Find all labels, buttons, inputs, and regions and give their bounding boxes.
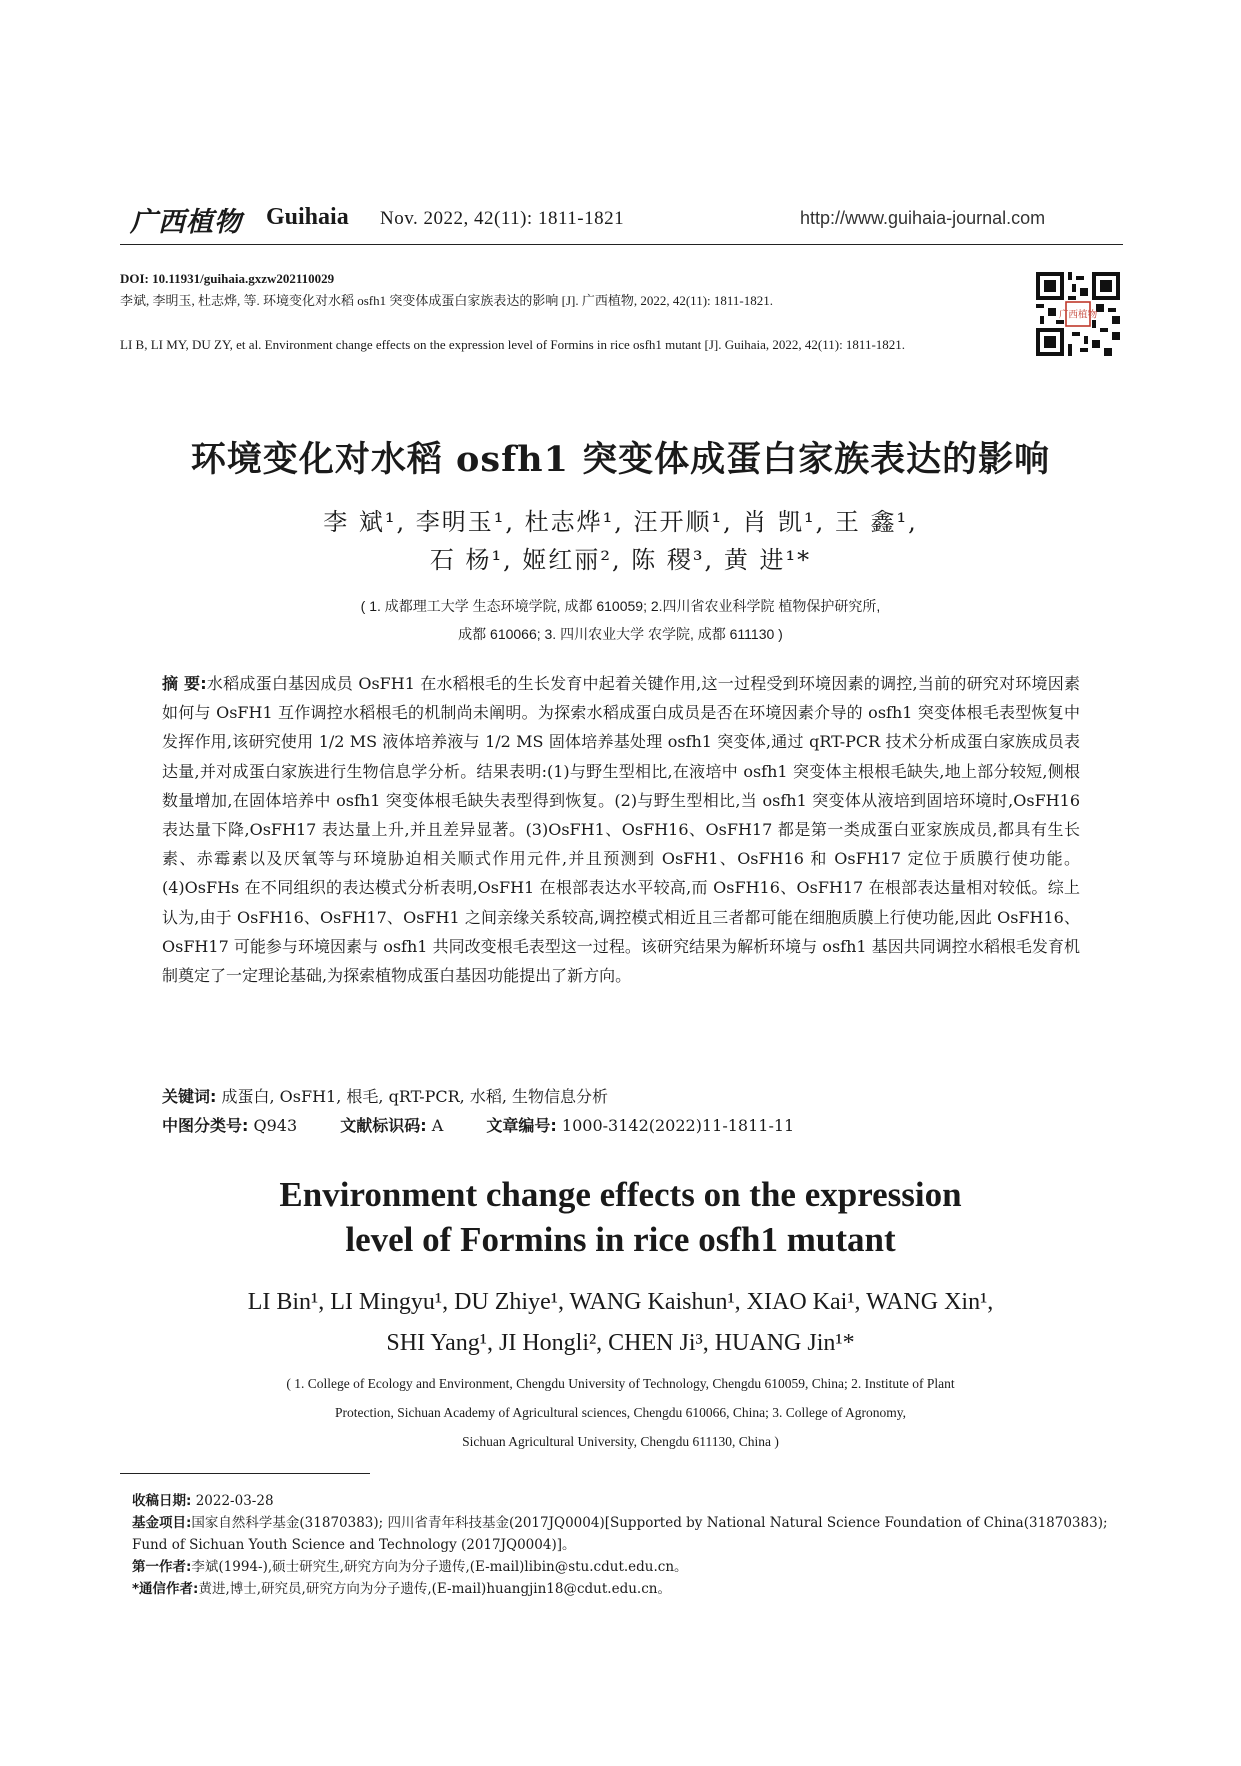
journal-name-en: Guihaia [266, 204, 349, 230]
received-date: 2022-03-28 [195, 1493, 274, 1509]
affiliations-en: Sichuan Agricultural University, Chengdu 611130, China ) [462, 1434, 779, 1449]
authors-en: SHI Yang¹, JI Hongli², CHEN Ji³, HUANG Jin¹* [386, 1330, 855, 1356]
keywords-label: 关键词: [162, 1087, 217, 1106]
header-divider [120, 244, 1123, 245]
journal-url[interactable]: http://www.guihaia-journal.com [800, 208, 1046, 228]
keywords-text: 成蛋白, OsFH1, 根毛, qRT-PCR, 水稻, 生物信息分析 [221, 1087, 609, 1106]
footnote-first-author [132, 1556, 1122, 1578]
footnote-funding [132, 1512, 1122, 1556]
doc-code-label: 文献标识码: [340, 1116, 427, 1135]
affiliations-cn: 成都 610066; 3. 四川农业大学 农学院, 成都 611130 ) [458, 626, 783, 642]
journal-issue: Nov. 2022, 42(11): 1811-1821 [380, 208, 625, 229]
doc-code-value: A [431, 1116, 444, 1135]
corresponding-label: *通信作者: [132, 1581, 199, 1597]
citation-cn: 李斌, 李明玉, 杜志烨, 等. 环境变化对水稻 osfh1 突变体成蛋白家族表达的影响 [J]. 广西植物, 2022, 42(11): 1811-1821. [120, 293, 773, 308]
keywords-cn [162, 1084, 1080, 1107]
footnote-divider [120, 1473, 370, 1474]
footnote-corresponding [132, 1578, 1122, 1600]
funding-label: 基金项目: [132, 1515, 192, 1531]
article-title-en [0, 1172, 1241, 1262]
affiliations-en: Protection, Sichuan Academy of Agricultural sciences, Chengdu 610066, China; 3. College of Agronomy, [335, 1405, 906, 1420]
affiliations-en: ( 1. College of Ecology and Environment, Chengdu University of Technology, Chengdu 610059, China; 2. Institute of Plant [286, 1376, 955, 1391]
clc-label: 中图分类号: [162, 1116, 249, 1135]
affiliations-cn: ( 1. 成都理工大学 生态环境学院, 成都 610059; 2.四川省农业科学院 植物保护研究所, [360, 598, 881, 614]
article-title-en-line: Environment change effects on the expression [279, 1175, 962, 1214]
first-author-text: 李斌(1994-),硕士研究生,研究方向为分子遗传,(E-mail)libin@stu.cdut.edu.cn。 [191, 1559, 688, 1575]
qr-code-icon [1036, 272, 1120, 356]
doi: DOI: 10.11931/guihaia.gxzw202110029 [120, 271, 335, 286]
article-number-label: 文章编号: [486, 1116, 557, 1135]
article-title-en-line: level of Formins in rice osfh1 mutant [345, 1220, 896, 1259]
journal-name-cn: 广西植物 [130, 207, 242, 238]
classification-line [162, 1113, 1080, 1136]
received-label: 收稿日期: [132, 1493, 192, 1509]
abstract-text: 水稻成蛋白基因成员 OsFH1 在水稻根毛的生长发育中起着关键作用,这一过程受到环境因素的调控,当前的研究对环境因素如何与 OsFH1 互作调控水稻根毛的机制尚未阐明。为探索水稻成蛋白成员是否在环境因素介导的 osfh1 突变体根毛表型恢复中发挥作用,该研究使用 1/2 MS 液体培养液与 1/2 MS 固体培养基处理 osfh1 突变体,通过 qRT-PCR 技术分析成蛋白家族成员表达量,并对成蛋白家族进行生物信息学分析。结果表明:(1)与野生型相比,在液培中 osfh1 突变体主根根毛缺失,地上部分较短,侧根数量增加,在固体培养中 osfh1 突变体根毛缺失表型得到恢复。(2)与野生型相比,当 osfh1 突变体从液培到固培环境时,OsFH16 表达量下降,OsFH17 表达量上升,并且差异显著。(3)OsFH1、OsFH16、OsFH17 都是第一类成蛋白亚家族成员,都具有生长素、赤霉素以及厌氧等与环境胁迫相关顺式作用元件,并且预测到 OsFH1、OsFH16 和 OsFH17 定位于质膜行使功能。(4)OsFHs 在不同组织的表达模式分析表明,OsFH1 在根部表达水平较高,而 OsFH16、OsFH17 在根部表达量相对较低。综上认为,由于 OsFH16、OsFH17、OsFH1 之间亲缘关系较高,调控模式相近且三者都可能在细胞质膜上行使功能,因此 OsFH16、OsFH17 可能参与环境因素与 osfh1 共同改变根毛表型这一过程。该研究结果为解析环境与 osfh1 基因共同调控水稻根毛发育机制奠定了一定理论基础,为探索植物成蛋白基因功能提出了新方向。 [162, 674, 1080, 986]
authors-cn: 石 杨¹, 姬红丽², 陈 稷³, 黄 进¹* [429, 546, 812, 574]
article-number-value: 1000-3142(2022)11-1811-11 [561, 1116, 795, 1135]
corresponding-text: 黄进,博士,研究员,研究方向为分子遗传,(E-mail)huangjin18@cdut.edu.cn。 [198, 1581, 671, 1597]
authors-en: LI Bin¹, LI Mingyu¹, DU Zhiye¹, WANG Kaishun¹, XIAO Kai¹, WANG Xin¹, [247, 1289, 994, 1315]
abstract-label: 摘 要: [162, 674, 207, 693]
funding-text: 国家自然科学基金(31870383); 四川省青年科技基金(2017JQ0004)[Supported by National Natural Science Foundation of China(31870383); Fund of Sichuan Youth Science and Technology (2017JQ0004)]。 [132, 1515, 1108, 1553]
footnote-received [132, 1490, 1122, 1512]
abstract-cn [162, 669, 1080, 990]
article-title-cn: 环境变化对水稻 osfh1 突变体成蛋白家族表达的影响 [190, 439, 1051, 480]
svg-text:广西植物: 广西植物 [1058, 309, 1098, 321]
authors-cn: 李 斌¹, 李明玉¹, 杜志烨¹, 汪开顺¹, 肖 凯¹, 王 鑫¹, [323, 508, 918, 536]
clc-value: Q943 [253, 1116, 298, 1135]
citation-en: LI B, LI MY, DU ZY, et al. Environment change effects on the expression level of Formins in rice osfh1 mutant [J]. Guihaia, 2022, 42(11): 1811-1821. [120, 337, 906, 352]
first-author-label: 第一作者: [132, 1559, 192, 1575]
